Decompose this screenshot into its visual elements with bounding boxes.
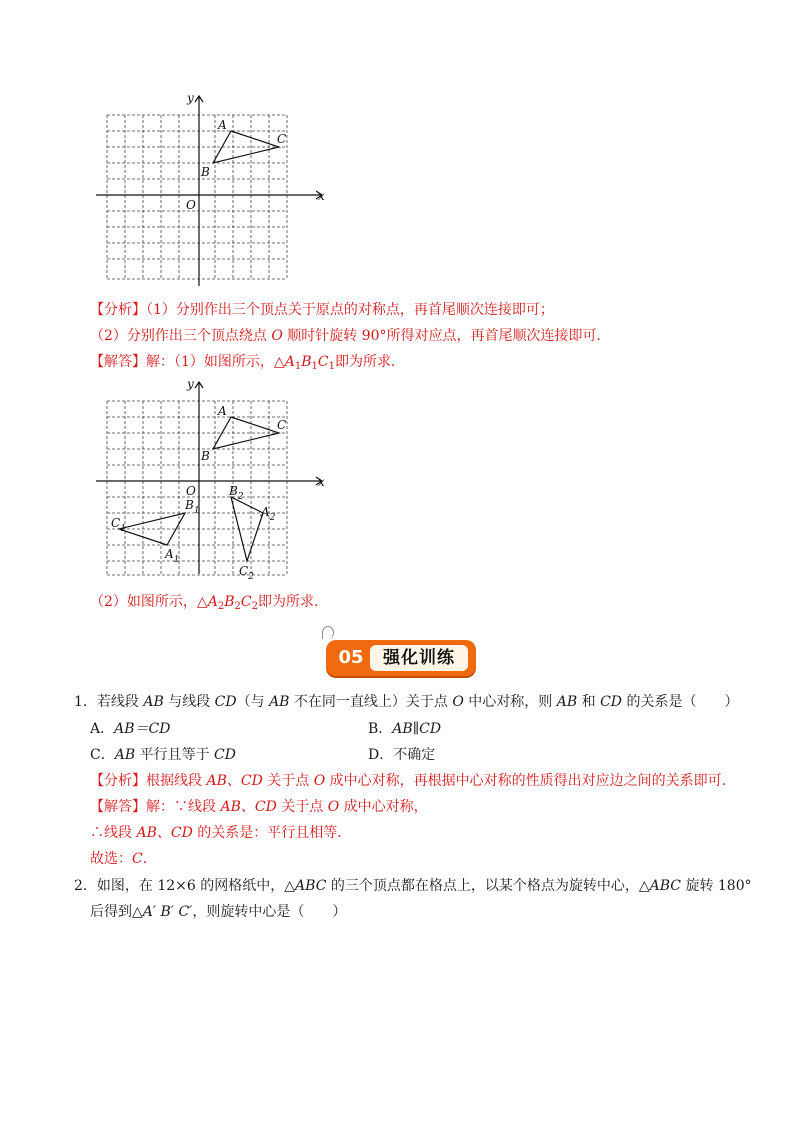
vertex-label-c: C [277,418,287,432]
question-1-answer: 故选：C． [90,851,157,867]
vertex-label-b: B [201,165,210,179]
vertex-label-a1: $A_1$ [165,547,180,565]
coordinate-grid-figure-2 [90,374,330,584]
question-1-conclusion: ∴线段 AB、CD 的关系是：平行且相等． [90,825,352,841]
coordinate-grid-figure-1 [90,88,330,288]
axes [96,96,322,286]
question-1-option-d[interactable]: D．不确定 [368,747,436,763]
solution-tag: 【解答】 [90,354,146,370]
vertex-label-b1: $B_1$ [185,498,200,516]
vertex-label-b: B [201,449,210,463]
vertex-label-c2: $C_2$ [239,564,254,582]
section-banner [326,640,476,680]
y-axis-label: y [187,91,194,105]
banner-title: 强化训练 [370,645,468,671]
pin-icon [322,626,334,639]
question-1-option-c[interactable]: C．AB 平行且等于 CD [90,747,236,763]
x-axis-label: x [318,475,325,489]
vertex-label-c: C [277,132,287,146]
vertex-label-a: A [218,118,227,132]
analysis-line-2: （2）分别作出三个顶点绕点 O 顺时针旋转 90°所得对应点，再首尾顺次连接即可． [90,328,611,344]
grid-lines [107,115,287,279]
x-axis-label: x [318,189,325,203]
vertex-label-b2: $B_2$ [229,484,244,502]
vertex-label-a: A [218,404,227,418]
question-2-stem-line-1: 2．如图，在 12×6 的网格纸中，△ABC 的三个顶点都在格点上，以某个格点为旋转中心，△ABC 旋转 180° [74,878,752,894]
question-1-analysis: 【分析】根据线段 AB、CD 关于点 O 成中心对称，再根据中心对称的性质得出对应边之间的关系即可． [90,773,736,789]
y-axis-label: y [187,377,194,391]
vertex-label-c1: $C_1$ [111,516,126,534]
solution-part-2: （2）如图所示，$\triangle A_2B_2C_2$即为所求． [90,594,328,612]
question-1-solution: 【解答】解：∵线段 AB、CD 关于点 O 成中心对称， [90,799,428,815]
question-1-option-b[interactable]: B．AB∥CD [368,721,442,737]
analysis-tag: 【分析】 [90,302,146,318]
solution-line-1: 【解答】解：（1）如图所示，$\triangle A_1B_1C_1$即为所求． [90,354,405,372]
question-1-stem: 1．若线段 AB 与线段 CD（与 AB 不在同一直线上）关于点 O 中心对称，则 AB 和 CD 的关系是（ ） [74,694,739,710]
origin-label: O [186,198,196,212]
analysis-line-1: 【分析】（1）分别作出三个顶点关于原点的对称点，再首尾顺次连接即可； [90,302,554,318]
vertex-label-a2: $A_2$ [261,505,276,523]
question-1-option-a[interactable]: A．AB＝CD [90,721,171,737]
question-2-stem-line-2: 后得到△A′ B′ C′，则旋转中心是（ ） [90,904,347,920]
banner-number: 05 [338,647,364,668]
origin-label: O [186,484,196,498]
